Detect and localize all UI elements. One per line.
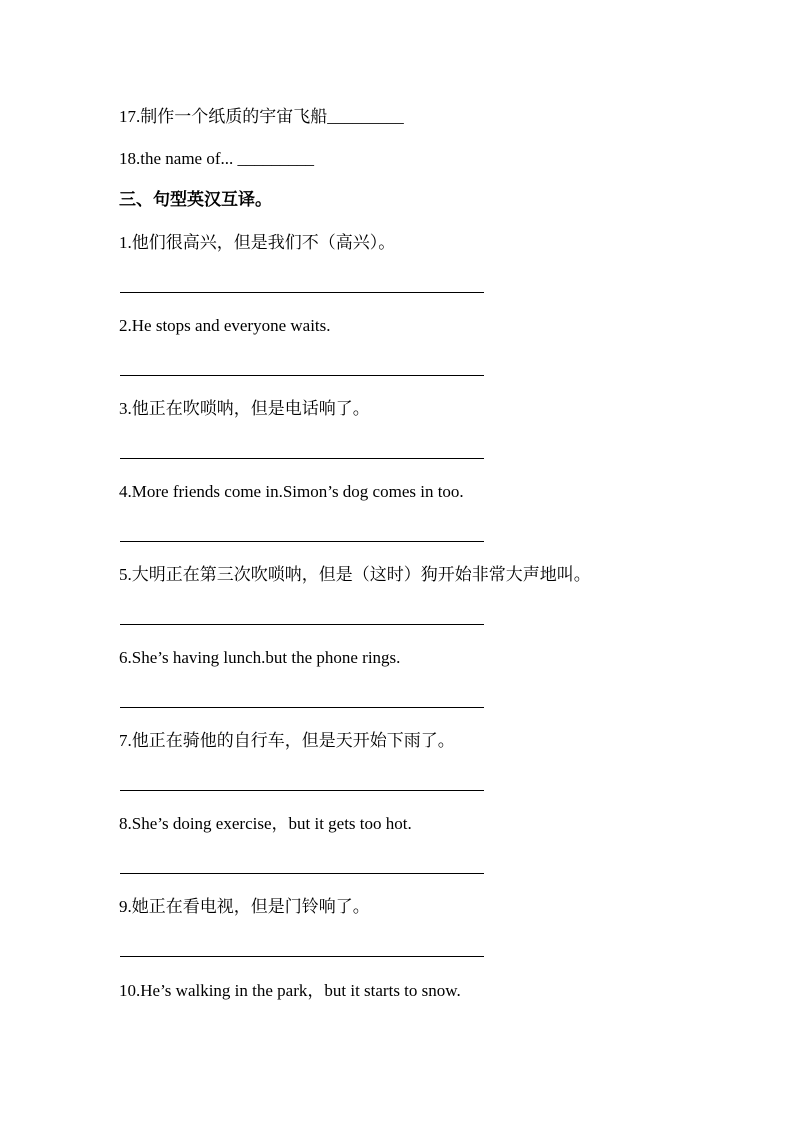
question-3: 3.他正在吹唢呐，但是电话响了。 xyxy=(119,399,370,418)
answer-line-6 xyxy=(120,707,484,708)
answer-line-4 xyxy=(120,541,484,542)
question-7: 7.他正在骑他的自行车，但是天开始下雨了。 xyxy=(119,731,455,750)
question-5: 5.大明正在第三次吹唢呐，但是（这时）狗开始非常大声地叫。 xyxy=(119,565,591,584)
answer-line-3 xyxy=(120,458,484,459)
question-6: 6.She’s having lunch.but the phone rings. xyxy=(119,648,401,667)
question-10: 10.He’s walking in the park，but it starts to snow. xyxy=(119,981,461,1000)
answer-line-1 xyxy=(120,292,484,293)
answer-line-2 xyxy=(120,375,484,376)
answer-line-8 xyxy=(120,873,484,874)
item-18: 18.the name of... _________ xyxy=(119,149,314,168)
question-1: 1.他们很高兴，但是我们不（高兴）。 xyxy=(119,233,396,252)
answer-line-7 xyxy=(120,790,484,791)
question-4: 4.More friends come in.Simon’s dog comes in too. xyxy=(119,482,464,501)
item-17: 17.制作一个纸质的宇宙飞船_________ xyxy=(119,107,404,126)
answer-line-9 xyxy=(120,956,484,957)
question-8: 8.She’s doing exercise，but it gets too hot. xyxy=(119,814,412,833)
section-heading: 三、句型英汉互译。 xyxy=(119,190,272,209)
question-9: 9.她正在看电视，但是门铃响了。 xyxy=(119,897,370,916)
question-2: 2.He stops and everyone waits. xyxy=(119,316,331,335)
answer-line-5 xyxy=(120,624,484,625)
